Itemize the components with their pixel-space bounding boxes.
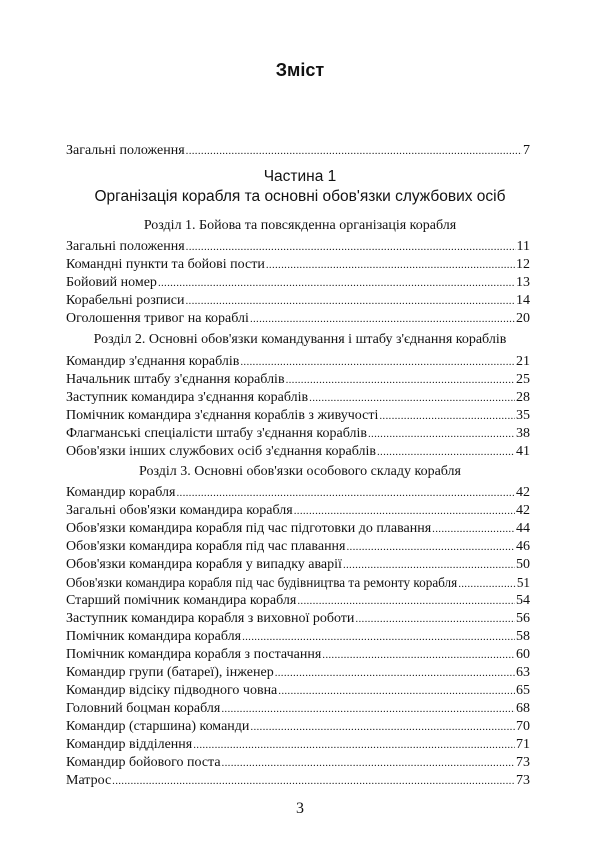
toc-entry-page: 38 [516, 426, 530, 441]
dot-leader [355, 613, 515, 625]
toc-entry-page: 12 [516, 257, 530, 272]
toc-entry-label: Флагманські спеціалісти штабу з'єднання кораблів [66, 426, 367, 441]
toc-entry[interactable] [66, 683, 530, 701]
toc-entry-label: Командні пункти та бойові пости [66, 257, 265, 272]
toc-entry-label: Загальні положення [66, 239, 185, 254]
toc-entry-label: Матрос [66, 773, 112, 788]
toc-entry[interactable] [66, 773, 530, 791]
toc-entry-page: 54 [516, 593, 530, 608]
dot-leader [275, 667, 515, 679]
toc-entry-label: Командир відсіку підводного човна [66, 683, 278, 698]
section-heading: Розділ 2. Основні обов'язки командування і штабу з'єднання кораблів [93, 332, 507, 347]
toc-entry[interactable] [66, 444, 530, 462]
dot-leader [297, 595, 515, 607]
toc-entry[interactable] [66, 629, 530, 647]
toc-entry-page: 70 [516, 719, 530, 734]
toc-entry-page: 56 [516, 611, 530, 626]
toc-entry-page: 71 [516, 737, 530, 752]
toc-entry[interactable] [66, 426, 530, 444]
toc-entry-page: 60 [516, 647, 530, 662]
toc-entry-page: 65 [516, 683, 530, 698]
toc-entry[interactable] [66, 557, 530, 575]
toc-entry-label: Бойовий номер [66, 275, 157, 290]
toc-entry[interactable] [66, 390, 530, 408]
toc-entry-page: 73 [516, 755, 530, 770]
toc-entry-page: 68 [516, 701, 530, 716]
toc-entry-page: 42 [516, 503, 530, 518]
dot-leader [432, 523, 515, 535]
toc-entry-label: Помічник командира з'єднання кораблів з живучості [66, 408, 379, 423]
page-number: 3 [296, 800, 304, 817]
toc-title: Зміст [275, 60, 325, 80]
toc-entry[interactable] [66, 293, 530, 311]
toc-entry-label: Помічник командира корабля з постачання [66, 647, 322, 662]
dot-leader [250, 721, 515, 733]
dot-leader [158, 277, 515, 289]
toc-entry-page: 11 [516, 239, 530, 254]
dot-leader [322, 649, 515, 661]
toc-entry-page: 7 [523, 143, 530, 158]
toc-entry-page: 14 [516, 293, 530, 308]
toc-entry[interactable] [66, 408, 530, 426]
toc-entry-label: Помічник командира корабля [66, 629, 242, 644]
toc-entry-label: Командир групи (батареї), інженер [66, 665, 274, 680]
dot-leader [309, 392, 515, 404]
toc-entry-label: Командир з'єднання кораблів [66, 354, 240, 369]
toc-entry[interactable] [66, 257, 530, 275]
toc-entry[interactable] [66, 521, 530, 539]
dot-leader [458, 578, 516, 590]
part-subtitle: Організація корабля та основні обов'язки службових осіб [94, 188, 506, 205]
dot-leader [242, 631, 515, 643]
toc-entry-page: 51 [516, 575, 530, 590]
toc-entry[interactable] [66, 647, 530, 665]
toc-entry-page: 73 [516, 773, 530, 788]
toc-entry[interactable] [66, 485, 530, 503]
dot-leader [240, 356, 515, 368]
dot-leader [250, 313, 515, 325]
toc-entry-page: 35 [516, 408, 530, 423]
toc-entry-label: Командир корабля [66, 485, 176, 500]
dot-leader [186, 241, 516, 253]
dot-leader [193, 739, 515, 751]
toc-entry-page: 25 [516, 372, 530, 387]
toc-entry-label: Обов'язки командира корабля під час плавання [66, 539, 346, 554]
toc-entry-label: Заступник командира з'єднання кораблів [66, 390, 309, 405]
dot-leader [278, 685, 515, 697]
dot-leader [112, 775, 515, 787]
toc-entry-label: Головний боцман корабля [66, 701, 221, 716]
dot-leader [343, 559, 515, 571]
toc-entry-label: Начальник штабу з'єднання кораблів [66, 372, 285, 387]
dot-leader [294, 505, 515, 517]
dot-leader [221, 703, 515, 715]
toc-entry-label: Заступник командира корабля з виховної роботи [66, 611, 355, 626]
part-title: Частина 1 [263, 168, 337, 185]
dot-leader [185, 295, 515, 307]
toc-entry-page: 42 [516, 485, 530, 500]
toc-entry-label: Командир бойового поста [66, 755, 221, 770]
toc-entry[interactable] [66, 239, 530, 257]
toc-entry-label: Загальні обов'язки командира корабля [66, 503, 293, 518]
toc-entry-intro[interactable] [66, 143, 530, 161]
dot-leader [379, 410, 515, 422]
dot-leader [377, 446, 515, 458]
dot-leader [368, 428, 515, 440]
dot-leader [222, 757, 515, 769]
dot-leader [186, 145, 522, 157]
toc-entry-label: Обов'язки командира корабля під час підготовки до плавання [66, 521, 432, 536]
toc-entry-page: 63 [516, 665, 530, 680]
toc-entry-page: 58 [516, 629, 530, 644]
toc-entry-label: Старший помічник командира корабля [66, 593, 297, 608]
toc-entry[interactable] [66, 575, 530, 593]
toc-entry[interactable] [66, 593, 530, 611]
toc-entry-label: Загальні положення [66, 143, 185, 158]
toc-entry-label: Командир відділення [66, 737, 193, 752]
dot-leader [347, 541, 516, 553]
toc-entry[interactable] [66, 539, 530, 557]
toc-entry-page: 20 [516, 311, 530, 326]
toc-entry-page: 21 [516, 354, 530, 369]
toc-entry-page: 50 [516, 557, 530, 572]
toc-entry[interactable] [66, 737, 530, 755]
toc-entry-page: 41 [516, 444, 530, 459]
toc-entry[interactable] [66, 611, 530, 629]
toc-entry-page: 13 [516, 275, 530, 290]
toc-entry[interactable] [66, 503, 530, 521]
dot-leader [266, 259, 515, 271]
toc-entry-label: Командир (старшина) команди [66, 719, 250, 734]
toc-entry[interactable] [66, 755, 530, 773]
toc-entry-page: 28 [516, 390, 530, 405]
toc-entry[interactable] [66, 275, 530, 293]
toc-entry-label: Оголошення тривог на кораблі [66, 311, 249, 326]
toc-entry-page: 44 [516, 521, 530, 536]
dot-leader [286, 374, 515, 386]
toc-entry[interactable] [66, 665, 530, 683]
toc-entry-label: Обов'язки інших службових осіб з'єднання кораблів [66, 444, 376, 459]
section-heading: Розділ 3. Основні обов'язки особового складу корабля [139, 464, 461, 479]
toc-entry-label: Обов'язки командира корабля у випадку аварії [66, 557, 342, 572]
dot-leader [176, 487, 515, 499]
toc-entry-page: 46 [516, 539, 530, 554]
toc-entry[interactable] [66, 719, 530, 737]
toc-entry[interactable] [66, 311, 530, 329]
toc-entry-label: Корабельні розписи [66, 293, 185, 308]
toc-entry[interactable] [66, 354, 530, 372]
toc-entry[interactable] [66, 701, 530, 719]
toc-entry[interactable] [66, 372, 530, 390]
section-heading: Розділ 1. Бойова та повсякденна організація корабля [143, 218, 457, 233]
toc-entry-label: Обов'язки командира корабля під час будівництва та ремонту корабля [66, 575, 458, 590]
